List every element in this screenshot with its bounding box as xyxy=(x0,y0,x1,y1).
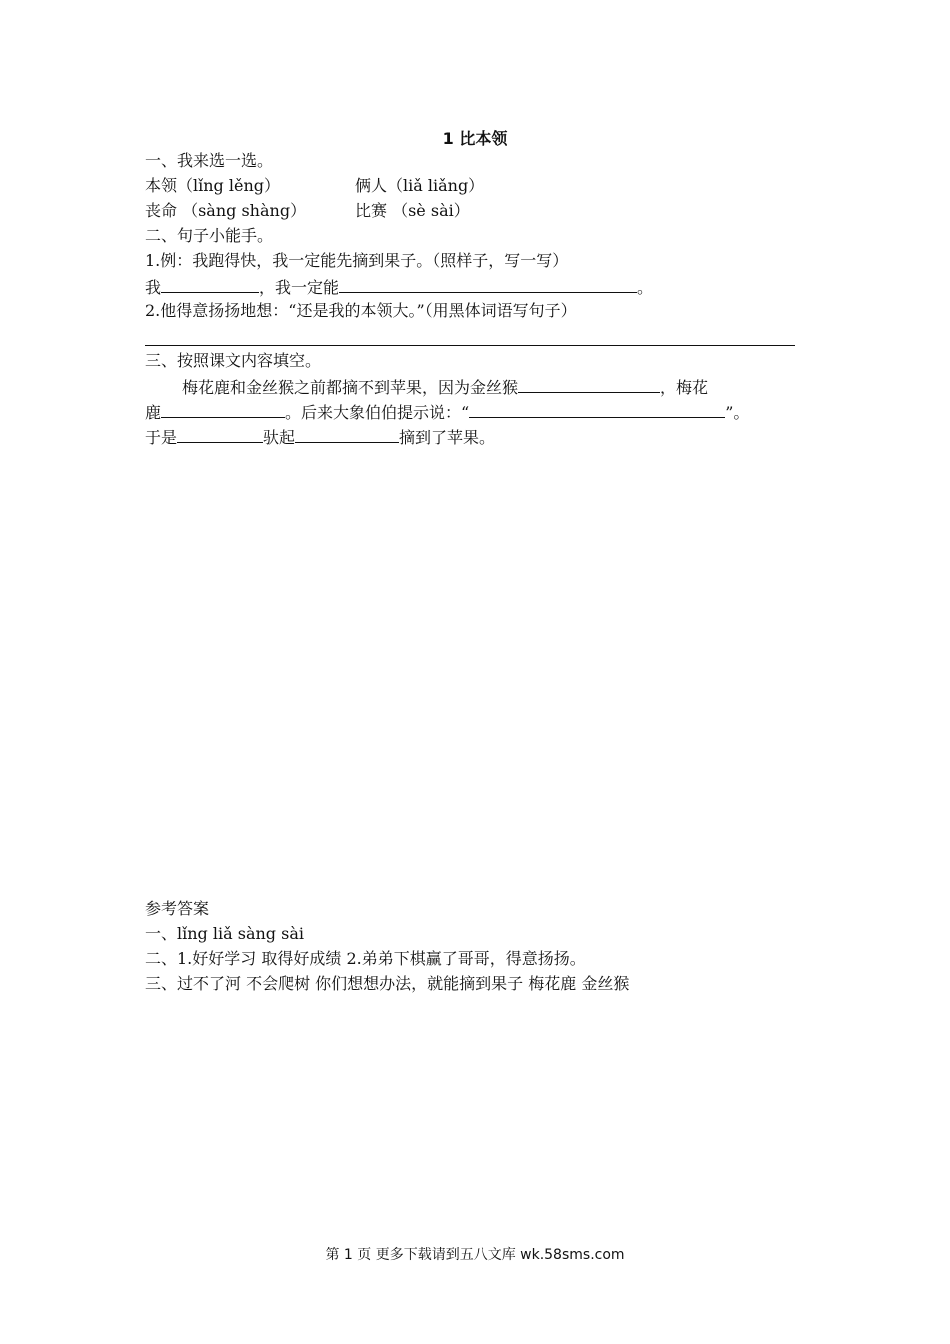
fill-prefix: 我 xyxy=(145,278,162,297)
paragraph-text: 于是 xyxy=(145,428,178,447)
section1-row1 xyxy=(145,175,485,197)
answers-heading: 参考答案 xyxy=(145,899,210,918)
section3-paragraph-line1 xyxy=(182,375,708,399)
fill-end: 。 xyxy=(637,278,654,297)
paragraph-text: 摘到了苹果。 xyxy=(399,428,496,447)
answer-blank[interactable] xyxy=(469,400,725,418)
fill-middle: ，我一定能 xyxy=(259,278,340,297)
paragraph-text: 。后来大象伯伯提示说：“ xyxy=(285,403,470,422)
section1-heading: 一、我来选一选。 xyxy=(145,151,274,170)
paragraph-text: 驮起 xyxy=(263,428,296,447)
section2-question1-fill xyxy=(145,275,653,299)
page-title: 1 比本领 xyxy=(442,129,508,148)
page-footer: 第 1 页 更多下载请到五八文库 wk.58sms.com xyxy=(325,1247,625,1263)
section2-heading: 二、句子小能手。 xyxy=(145,226,274,245)
answer-blank[interactable] xyxy=(339,275,637,293)
section2-question1: 1.例：我跑得快，我一定能先摘到果子。（照样子，写一写） xyxy=(145,251,569,270)
pinyin-choice-benling: 本领（lǐng lěng） xyxy=(145,176,281,195)
answer-line[interactable] xyxy=(145,345,795,346)
paragraph-text: 鹿 xyxy=(145,403,162,422)
section2-question2: 2.他得意扬扬地想：“还是我的本领大。”（用黑体词语写句子） xyxy=(145,301,577,320)
answer-blank[interactable] xyxy=(518,375,660,393)
answer-line-1: 一、lǐng liǎ sàng sài xyxy=(145,924,304,943)
pinyin-choice-sangming: 丧命 （sàng shàng） xyxy=(145,201,307,220)
answer-blank[interactable] xyxy=(295,425,399,443)
section3-paragraph-line3 xyxy=(145,425,495,449)
answer-line-2: 二、1.好好学习 取得好成绩 2.弟弟下棋赢了哥哥，得意扬扬。 xyxy=(145,949,586,968)
paragraph-text: 梅花鹿和金丝猴之前都摘不到苹果，因为金丝猴 xyxy=(182,378,519,397)
answer-blank[interactable] xyxy=(177,425,263,443)
paragraph-text: ，梅花 xyxy=(660,378,709,397)
section1-row2 xyxy=(145,200,470,222)
section3-heading: 三、按照课文内容填空。 xyxy=(145,351,322,370)
pinyin-choice-liaren: 俩人（liǎ liǎng） xyxy=(355,176,485,195)
paragraph-text: ”。 xyxy=(725,403,750,422)
answer-line-3: 三、过不了河 不会爬树 你们想想办法，就能摘到果子 梅花鹿 金丝猴 xyxy=(145,974,630,993)
answer-blank[interactable] xyxy=(161,400,285,418)
answer-blank[interactable] xyxy=(161,275,259,293)
section3-paragraph-line2 xyxy=(145,400,749,424)
pinyin-choice-bisai: 比赛 （sè sài） xyxy=(355,201,470,220)
